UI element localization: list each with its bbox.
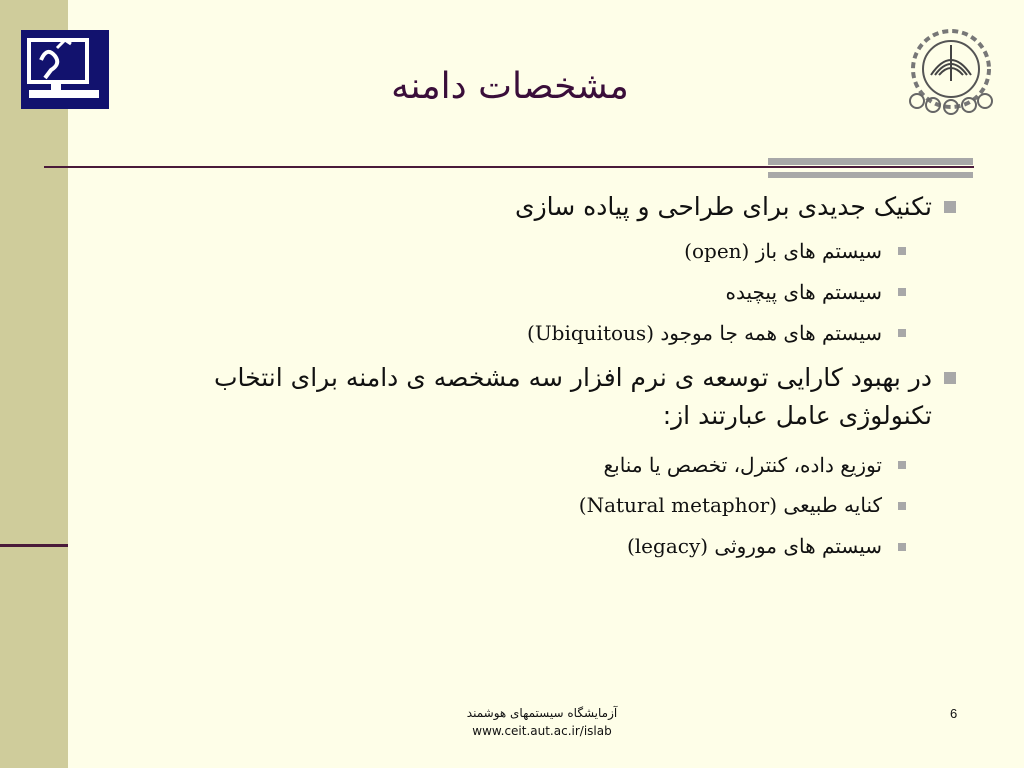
bullet-square-icon [944, 372, 956, 384]
bullet-square-icon [898, 502, 906, 510]
bullet-item-1: تکنیک جدیدی برای طراحی و پیاده سازی [515, 192, 932, 221]
bullet-item-2-line-1: در بهبود کارایی توسعه ی نرم افزار سه مشخصه ی دامنه برای انتخاب [213, 363, 932, 392]
bullet-square-icon [944, 201, 956, 213]
sub-bullet-item: کنایه طبیعی (Natural metaphor) [578, 493, 882, 517]
title-rule-grey-bottom [768, 172, 973, 178]
page-number: 6 [950, 706, 958, 721]
footer-lab-name: آزمایشگاه سیستمهای هوشمند [466, 706, 618, 720]
footer-url: www.ceit.aut.ac.ir/islab [472, 724, 612, 738]
footer [432, 704, 652, 740]
sub-bullet-item: سیستم های پیچیده [725, 280, 882, 304]
sub-bullet-item: سیستم های همه جا موجود (Ubiquitous) [527, 321, 882, 345]
left-decor-bar [0, 0, 68, 768]
university-emblem-icon [903, 25, 999, 117]
sub-bullet-item: توزیع داده، کنترل، تخصص یا منابع [603, 453, 882, 477]
title-rule-line [44, 166, 974, 168]
sub-bullet-item: سیستم های موروثی (legacy) [626, 534, 882, 558]
title-rule-grey-top [768, 158, 973, 165]
bullet-square-icon [898, 543, 906, 551]
bullet-square-icon [898, 247, 906, 255]
bullet-square-icon [898, 288, 906, 296]
sub-bullet-item: سیستم های باز (open) [684, 239, 882, 263]
left-bar-divider [0, 544, 68, 547]
bullet-item-2-line-2: تکنولوژی عامل عبارتند از: [662, 401, 932, 430]
slide-title: مشخصات دامنه [391, 66, 629, 107]
bullet-square-icon [898, 329, 906, 337]
bullet-square-icon [898, 461, 906, 469]
islab-logo-icon [21, 30, 109, 109]
